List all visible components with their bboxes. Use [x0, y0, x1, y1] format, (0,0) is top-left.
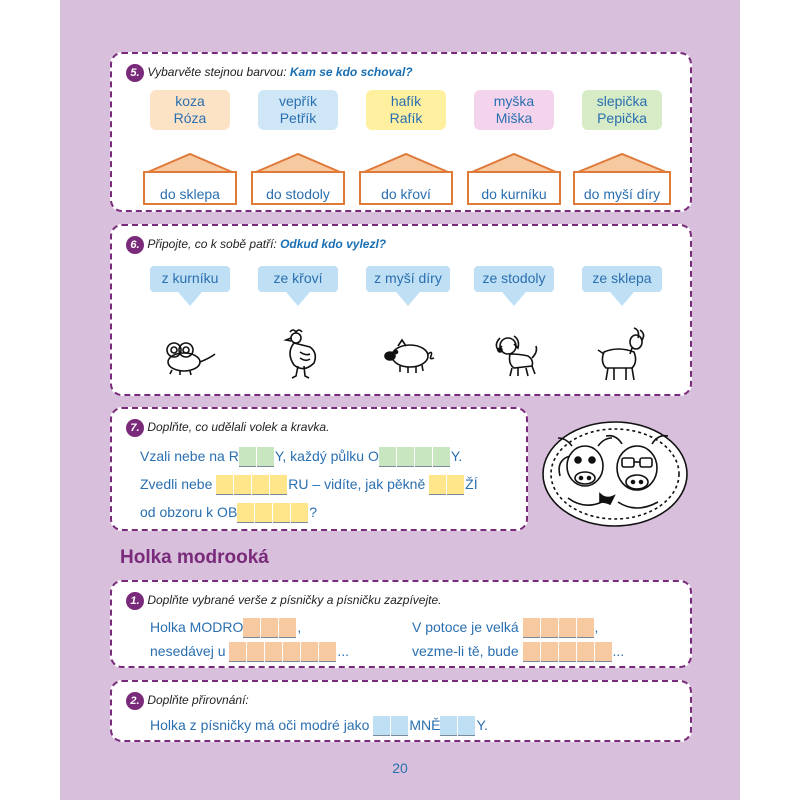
ex7-line-1: Vzali nebe na R Y, každý půlku O Y.: [140, 445, 462, 467]
answer-boxes[interactable]: [243, 619, 297, 635]
ex1-right-line-1: V potoce je velká ,: [412, 616, 598, 638]
name-tag-mouse[interactable]: myška Miška: [474, 90, 554, 130]
answer-boxes[interactable]: [237, 504, 309, 520]
bubble-from-bush[interactable]: ze křoví: [258, 266, 338, 306]
exercise-6-instruction: 6. Připojte, co k sobě patří: Odkud kdo vylezl?: [126, 236, 386, 254]
ex1-left-line-2: nesedávej u ...: [150, 640, 349, 662]
house-bush[interactable]: do křoví: [358, 152, 454, 208]
exercise-5-number: 5.: [126, 64, 144, 82]
name-tag-goat[interactable]: koza Róza: [150, 90, 230, 130]
answer-boxes[interactable]: [440, 717, 476, 733]
ex7-line-3: od obzoru k OB ?: [140, 501, 317, 523]
answer-boxes[interactable]: [373, 717, 409, 733]
exercise-5-instruction: 5. Vybarvěte stejnou barvou: Kam se kdo schoval?: [126, 64, 413, 82]
ex1-right-line-2: vezme-li tě, bude ...: [412, 640, 624, 662]
exercise-2-instruction: 2. Doplňte přirovnání:: [126, 692, 249, 710]
house-mousehole[interactable]: do myší díry: [572, 152, 672, 208]
answer-boxes[interactable]: [523, 643, 613, 659]
answer-boxes[interactable]: [429, 476, 465, 492]
hen-icon[interactable]: [270, 326, 330, 386]
page-number: 20: [392, 760, 408, 776]
ex2-line: Holka z písničky má oči modré jako MNĚ Y.: [150, 714, 488, 736]
house-barn[interactable]: do stodoly: [250, 152, 346, 208]
cow-and-ox-illustration: [540, 418, 690, 530]
house-cellar[interactable]: do sklepa: [142, 152, 238, 208]
bubble-from-cellar[interactable]: ze sklepa: [582, 266, 662, 306]
exercise-2-number: 2.: [126, 692, 144, 710]
exercise-5-question: Kam se kdo schoval?: [289, 65, 413, 80]
ex7-line-2: Zvedli nebe RU – vidíte, jak pěkně ŽÍ: [140, 473, 478, 495]
bubble-from-mousehole[interactable]: z myší díry: [366, 266, 450, 306]
goat-icon[interactable]: [592, 322, 652, 382]
name-tag-dog[interactable]: hafík Rafík: [366, 90, 446, 130]
ex1-left-line-1: Holka MODRO ,: [150, 616, 301, 638]
house-henhouse[interactable]: do kurníku: [466, 152, 562, 208]
answer-boxes[interactable]: [229, 643, 337, 659]
pig-icon[interactable]: [378, 326, 438, 386]
section-heading: Holka modrooká: [120, 547, 269, 568]
exercise-2-card: [110, 680, 692, 742]
exercise-7-number: 7.: [126, 419, 144, 437]
exercise-7-instruction: 7. Doplňte, co udělali volek a kravka.: [126, 419, 329, 437]
dog-icon[interactable]: [486, 326, 546, 386]
exercise-1-instruction: 1. Doplňte vybrané verše z písničky a písničku zazpívejte.: [126, 592, 441, 610]
mouse-icon[interactable]: [160, 326, 220, 386]
exercise-1-card: [110, 580, 692, 668]
exercise-6-question: Odkud kdo vylezl?: [280, 237, 387, 252]
exercise-1-number: 1.: [126, 592, 144, 610]
exercise-6-card: [110, 224, 692, 396]
bubble-from-barn[interactable]: ze stodoly: [474, 266, 554, 306]
name-tag-hen[interactable]: slepička Pepička: [582, 90, 662, 130]
exercise-5-card: [110, 52, 692, 212]
answer-boxes[interactable]: [216, 476, 288, 492]
name-tag-pig[interactable]: vepřík Petřík: [258, 90, 338, 130]
answer-boxes[interactable]: [523, 619, 595, 635]
bubble-from-henhouse[interactable]: z kurníku: [150, 266, 230, 306]
answer-boxes[interactable]: [239, 448, 275, 464]
exercise-7-card: [110, 407, 528, 531]
exercise-6-number: 6.: [126, 236, 144, 254]
answer-boxes[interactable]: [379, 448, 451, 464]
